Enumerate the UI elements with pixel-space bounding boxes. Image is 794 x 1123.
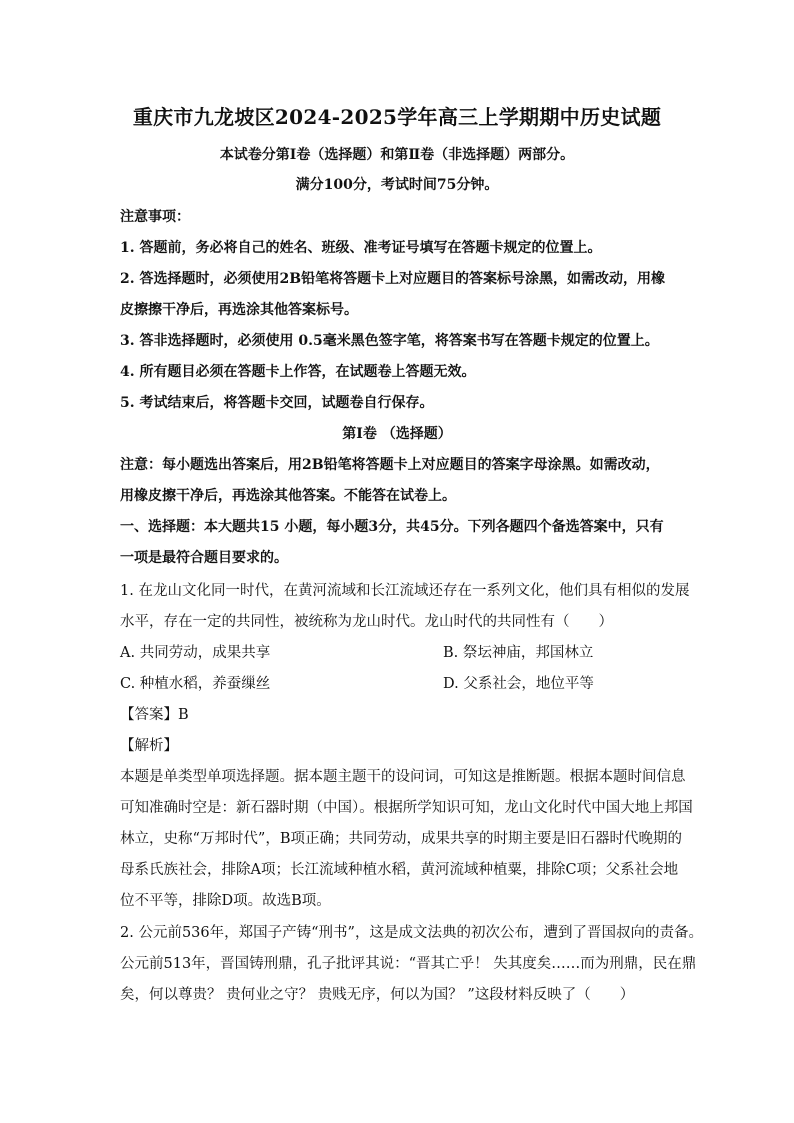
notice-item: 皮擦擦干净后，再选涂其他答案标号。 xyxy=(120,302,358,318)
section-note: 用橡皮擦干净后，再选涂其他答案。不能答在试卷上。 xyxy=(120,488,456,504)
question-1-option-a: A. 共同劳动，成果共享 xyxy=(120,645,271,661)
question-1-stem: 水平，存在一定的共同性，被统称为龙山时代。龙山时代的共同性有（ ） xyxy=(120,614,613,630)
question-1-option-d: D. 父系社会，地位平等 xyxy=(443,676,594,692)
question-1-stem: 1. 在龙山文化同一时代，在黄河流域和长江流域还存在一系列文化，他们具有相似的发展 xyxy=(120,583,690,599)
question-1-analysis: 本题是单类型单项选择题。据本题主题干的设问词，可知这是推断题。根据本题时间信息 xyxy=(120,769,686,785)
notice-heading: 注意事项： xyxy=(120,209,190,225)
question-1-analysis-heading: 【解析】 xyxy=(120,738,178,754)
notice-item: 3. 答非选择题时，必须使用 0.5毫米黑色签字笔，将答案书写在答题卡规定的位置上。 xyxy=(120,333,659,349)
question-1-option-b: B. 祭坛神庙，邦国林立 xyxy=(443,645,594,661)
notice-item: 4. 所有题目必须在答题卡上作答，在试题卷上答题无效。 xyxy=(120,364,476,380)
section-title: 第Ⅰ卷 （选择题） xyxy=(342,426,452,442)
question-1-answer: 【答案】B xyxy=(120,707,189,723)
notice-item: 2. 答选择题时，必须使用2B铅笔将答题卡上对应题目的答案标号涂黑，如需改动，用橡 xyxy=(120,271,666,287)
notice-item: 1. 答题前，务必将自己的姓名、班级、准考证号填写在答题卡规定的位置上。 xyxy=(120,240,602,256)
question-1-analysis: 林立，史称“万邦时代”，B项正确；共同劳动，成果共享的时期主要是旧石器时代晚期的 xyxy=(120,831,682,847)
section-instruction: 一项是最符合题目要求的。 xyxy=(120,550,288,566)
section-instruction: 一、选择题：本大题共15 小题，每小题3分，共45分。下列各题四个备选答案中，只有 xyxy=(120,519,664,535)
section-note: 注意：每小题选出答案后，用2B铅笔将答题卡上对应题目的答案字母涂黑。如需改动， xyxy=(120,457,660,473)
page-title: 重庆市九龙坡区2024-2025学年高三上学期期中历史试题 xyxy=(132,105,662,129)
question-1-analysis: 位不平等，排除D项。故选B项。 xyxy=(120,893,331,909)
question-2-stem: 2. 公元前536年，郑国子产铸“刑书”，这是成文法典的初次公布，遭到了晋国叔向的责备。 xyxy=(120,925,703,941)
question-2-stem: 矣，何以尊贵？ 贵何业之守？ 贵贱无序，何以为国？ ”这段材料反映了（ ） xyxy=(120,987,635,1003)
question-1-analysis: 母系氏族社会，排除A项；长江流域种植水稻，黄河流域种植粟，排除C项；父系社会地 xyxy=(120,862,679,878)
question-1-analysis: 可知准确时空是：新石器时期（中国）。根据所学知识可知，龙山文化时代中国大地上邦国 xyxy=(120,800,693,816)
question-2-stem: 公元前513年，晋国铸刑鼎，孔子批评其说：“晋其亡乎！ 失其度矣……而为刑鼎，民在鼎 xyxy=(120,956,697,972)
notice-item: 5. 考试结束后，将答题卡交回，试题卷自行保存。 xyxy=(120,395,434,411)
question-1-option-c: C. 种植水稻，养蚕缫丝 xyxy=(120,676,271,692)
exam-score-time-note: 满分100分，考试时间75分钟。 xyxy=(295,177,499,193)
exam-structure-note: 本试卷分第Ⅰ卷（选择题）和第Ⅱ卷（非选择题）两部分。 xyxy=(219,147,575,163)
